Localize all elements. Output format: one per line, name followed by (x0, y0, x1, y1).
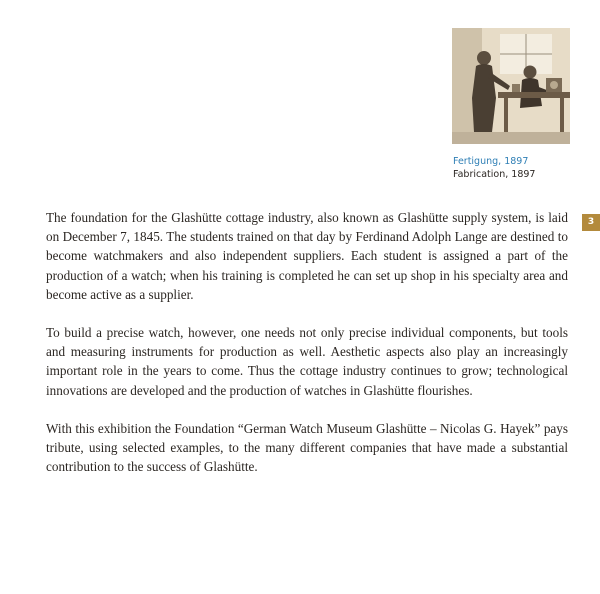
paragraph-1: The foundation for the Glashütte cottage industry, also known as Glashütte supply system, is laid on December 7, 1845. The students trained on that day by Ferdinand Adolph Lange are destined to become watchmakers and also independent suppliers. Each student is assigned a part of the production of a watch; when his training is completed he can set up shop in his specialty area and become active as a supplier. (46, 210, 568, 302)
caption-english: Fabrication, 1897 (453, 169, 536, 180)
workshop-illustration-icon (452, 28, 570, 144)
page-number-badge: 3 (582, 214, 600, 231)
paragraph-2: To build a precise watch, however, one needs not only precise individual components, but tools and measuring instruments for production as well. Aesthetic aspects also play an increasingly important role in the years to come. Thus the cottage industry continues to grow; technological innovations are developed and the production of watches in Glashütte flourishes. (46, 325, 568, 398)
caption-german: Fertigung, 1897 (453, 156, 529, 167)
historic-workshop-illustration (452, 28, 570, 144)
figure-caption (453, 155, 535, 181)
paragraph-3: With this exhibition the Foundation “German Watch Museum Glashütte – Nicolas G. Hayek” pays tribute, using selected examples, to the many different companies that have made a substantial contribution to the success of Glashütte. (46, 420, 568, 475)
body-text (46, 208, 568, 495)
